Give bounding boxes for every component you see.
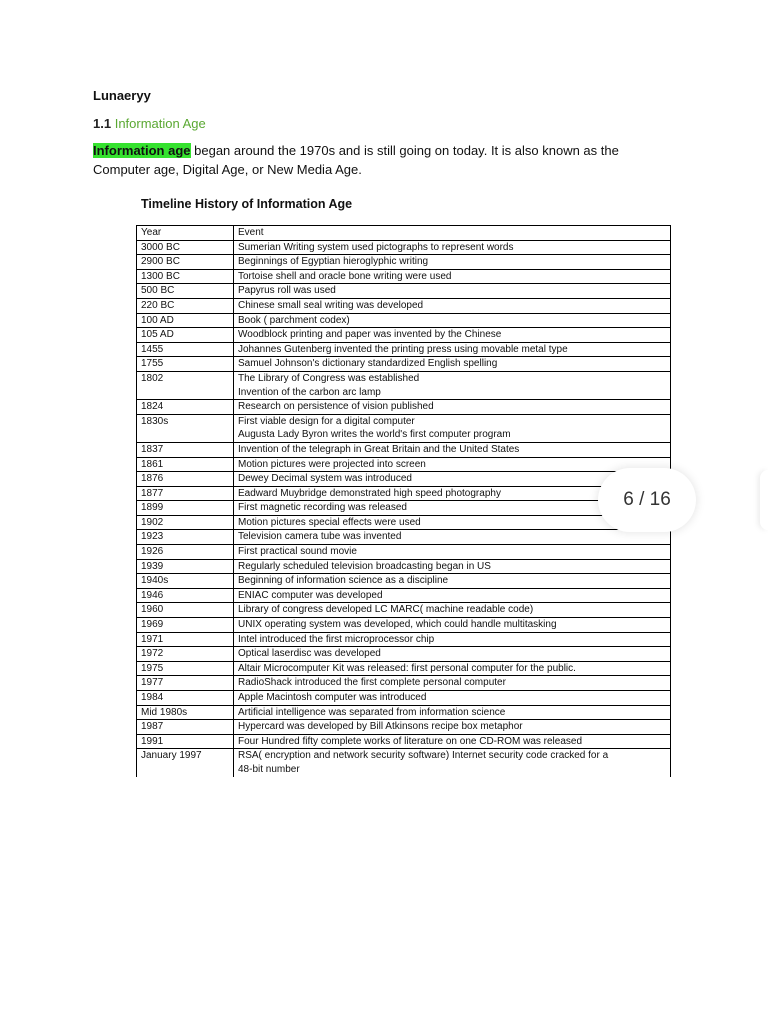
table-row — [137, 632, 671, 647]
table-row — [137, 328, 671, 343]
event-cell — [234, 328, 671, 343]
section-heading — [93, 116, 206, 131]
event-text: RadioShack introduced the first complete personal computer — [238, 677, 506, 689]
event-cell — [234, 749, 671, 777]
table-row — [137, 284, 671, 299]
table-row — [137, 357, 671, 372]
event-cell — [234, 734, 671, 749]
event-cell — [234, 342, 671, 357]
event-text: Invention of the telegraph in Great Britain and the United States — [238, 443, 520, 455]
table-row — [137, 298, 671, 313]
table-row — [137, 603, 671, 618]
event-text: Four Hundred fifty complete works of literature on one CD-ROM was released — [238, 735, 583, 747]
event-cell — [234, 414, 671, 442]
year-cell: 1876 — [137, 472, 234, 487]
year-cell: 100 AD — [137, 313, 234, 328]
year-cell: 1977 — [137, 676, 234, 691]
event-text: ENIAC computer was developed — [238, 589, 383, 601]
table-row — [137, 574, 671, 589]
table-row — [137, 457, 671, 472]
table-row — [137, 400, 671, 415]
year-cell: 105 AD — [137, 328, 234, 343]
section-title: Information Age — [114, 116, 206, 131]
event-text: Artificial intelligence was separated from information science — [238, 706, 506, 718]
year-cell: 1972 — [137, 647, 234, 662]
table-row — [137, 720, 671, 735]
year-cell: 1946 — [137, 588, 234, 603]
table-row — [137, 371, 671, 399]
year-cell: 1837 — [137, 442, 234, 457]
event-text: Invention of the carbon arc lamp — [238, 386, 381, 398]
event-text: Sumerian Writing system used pictographs to represent words — [238, 241, 514, 253]
event-cell — [234, 559, 671, 574]
event-text: Motion pictures were projected into screen — [238, 458, 426, 470]
table-title: Timeline History of Information Age — [141, 197, 353, 211]
event-text: Regularly scheduled television broadcasting began in US — [238, 560, 491, 572]
table-row — [137, 705, 671, 720]
table-row — [137, 530, 671, 545]
event-cell — [234, 661, 671, 676]
year-cell: 1923 — [137, 530, 234, 545]
event-cell — [234, 632, 671, 647]
table-row — [137, 691, 671, 706]
table-row — [137, 255, 671, 270]
table-row — [137, 269, 671, 284]
event-cell — [234, 603, 671, 618]
event-text: Optical laserdisc was developed — [238, 648, 381, 660]
event-cell — [234, 720, 671, 735]
table-row — [137, 442, 671, 457]
table-row — [137, 515, 671, 530]
year-cell: 1755 — [137, 357, 234, 372]
table-row — [137, 472, 671, 487]
event-cell — [234, 647, 671, 662]
event-cell — [234, 705, 671, 720]
year-cell: 1455 — [137, 342, 234, 357]
year-cell: 2900 BC — [137, 255, 234, 270]
year-cell: 1969 — [137, 618, 234, 633]
event-text: Altair Microcomputer Kit was released: first personal computer for the public. — [238, 662, 576, 674]
year-cell: Mid 1980s — [137, 705, 234, 720]
event-text: First practical sound movie — [238, 546, 357, 558]
event-cell — [234, 357, 671, 372]
year-cell: 1975 — [137, 661, 234, 676]
year-cell: 1830s — [137, 414, 234, 442]
table-row — [137, 240, 671, 255]
table-row — [137, 661, 671, 676]
event-text: Eadward Muybridge demonstrated high speed photography — [238, 487, 501, 499]
event-cell — [234, 371, 671, 399]
event-text: Television camera tube was invented — [238, 531, 402, 543]
event-cell — [234, 255, 671, 270]
event-text: Woodblock printing and paper was invented by the Chinese — [238, 329, 502, 341]
event-cell — [234, 400, 671, 415]
timeline-table — [136, 225, 671, 777]
year-cell: 1861 — [137, 457, 234, 472]
year-cell: 1984 — [137, 691, 234, 706]
year-cell: 1926 — [137, 545, 234, 560]
year-cell: 1987 — [137, 720, 234, 735]
event-text: First viable design for a digital computer — [238, 415, 415, 427]
author-name: Lunaeryy — [93, 88, 151, 103]
event-text: Intel introduced the first microprocessor chip — [238, 633, 435, 645]
event-cell — [234, 457, 671, 472]
event-cell — [234, 442, 671, 457]
table-row — [137, 676, 671, 691]
event-text: Beginnings of Egyptian hieroglyphic writing — [238, 256, 429, 268]
table-row — [137, 559, 671, 574]
year-cell: 1802 — [137, 371, 234, 399]
event-text: Johannes Gutenberg invented the printing press using movable metal type — [238, 343, 568, 355]
year-cell: 220 BC — [137, 298, 234, 313]
event-text: Research on persistence of vision published — [238, 401, 434, 413]
table-row — [137, 734, 671, 749]
event-text: UNIX operating system was developed, which could handle multitasking — [238, 619, 557, 631]
year-cell: 1960 — [137, 603, 234, 618]
event-text: The Library of Congress was established — [238, 372, 420, 384]
event-cell — [234, 588, 671, 603]
year-cell: 1991 — [137, 734, 234, 749]
year-cell: 500 BC — [137, 284, 234, 299]
table-row — [137, 647, 671, 662]
page-indicator[interactable]: 6 / 16 — [598, 468, 696, 532]
event-text: Chinese small seal writing was developed — [238, 299, 424, 311]
event-text: Book ( parchment codex) — [238, 314, 350, 326]
header-event: Event — [234, 226, 671, 241]
timeline-table-body — [137, 226, 671, 777]
header-year: Year — [137, 226, 234, 241]
highlighted-term: Information age — [93, 143, 191, 158]
event-text: Samuel Johnson's dictionary standardized English spelling — [238, 358, 498, 370]
event-text: Apple Macintosh computer was introduced — [238, 692, 427, 703]
table-row — [137, 588, 671, 603]
event-cell — [234, 313, 671, 328]
table-row — [137, 313, 671, 328]
event-cell — [234, 618, 671, 633]
event-cell — [234, 676, 671, 691]
event-text: Motion pictures special effects were used — [238, 516, 421, 528]
year-cell: 1902 — [137, 515, 234, 530]
event-cell — [234, 691, 671, 706]
year-cell: 1899 — [137, 501, 234, 516]
year-cell: 1300 BC — [137, 269, 234, 284]
next-page-edge — [760, 470, 768, 530]
event-cell — [234, 284, 671, 299]
event-text: First magnetic recording was released — [238, 502, 407, 514]
table-row — [137, 545, 671, 560]
table-row — [137, 342, 671, 357]
table-row — [137, 618, 671, 633]
event-text: 48-bit number — [238, 763, 300, 775]
year-cell: 3000 BC — [137, 240, 234, 255]
table-row — [137, 414, 671, 442]
year-cell: 1971 — [137, 632, 234, 647]
event-text: Library of congress developed LC MARC( machine readable code) — [238, 604, 534, 616]
event-text: Augusta Lady Byron writes the world's first computer program — [238, 429, 511, 441]
event-text: Dewey Decimal system was introduced — [238, 473, 412, 485]
paragraph-text: began around the 1970s and is still going on today. It is also known as the Computer age, Digital Age, or New Media Age. — [93, 143, 619, 177]
event-cell — [234, 530, 671, 545]
year-cell: 1940s — [137, 574, 234, 589]
event-cell — [234, 298, 671, 313]
year-cell: 1824 — [137, 400, 234, 415]
event-text: Hypercard was developed by Bill Atkinsons recipe box metaphor — [238, 721, 523, 733]
table-header-row — [137, 226, 671, 241]
event-text: Tortoise shell and oracle bone writing were used — [238, 270, 452, 282]
table-row — [137, 486, 671, 501]
event-text: Beginning of information science as a discipline — [238, 575, 449, 587]
intro-paragraph — [93, 141, 653, 179]
table-row — [137, 749, 671, 777]
table-row — [137, 501, 671, 516]
section-number: 1.1 — [93, 116, 112, 131]
event-cell — [234, 545, 671, 560]
event-text: Papyrus roll was used — [238, 285, 336, 297]
event-cell — [234, 269, 671, 284]
event-cell — [234, 574, 671, 589]
year-cell: January 1997 — [137, 749, 234, 777]
event-text: RSA( encryption and network security software) Internet security code cracked for a — [238, 750, 609, 762]
year-cell: 1939 — [137, 559, 234, 574]
event-cell — [234, 240, 671, 255]
year-cell: 1877 — [137, 486, 234, 501]
